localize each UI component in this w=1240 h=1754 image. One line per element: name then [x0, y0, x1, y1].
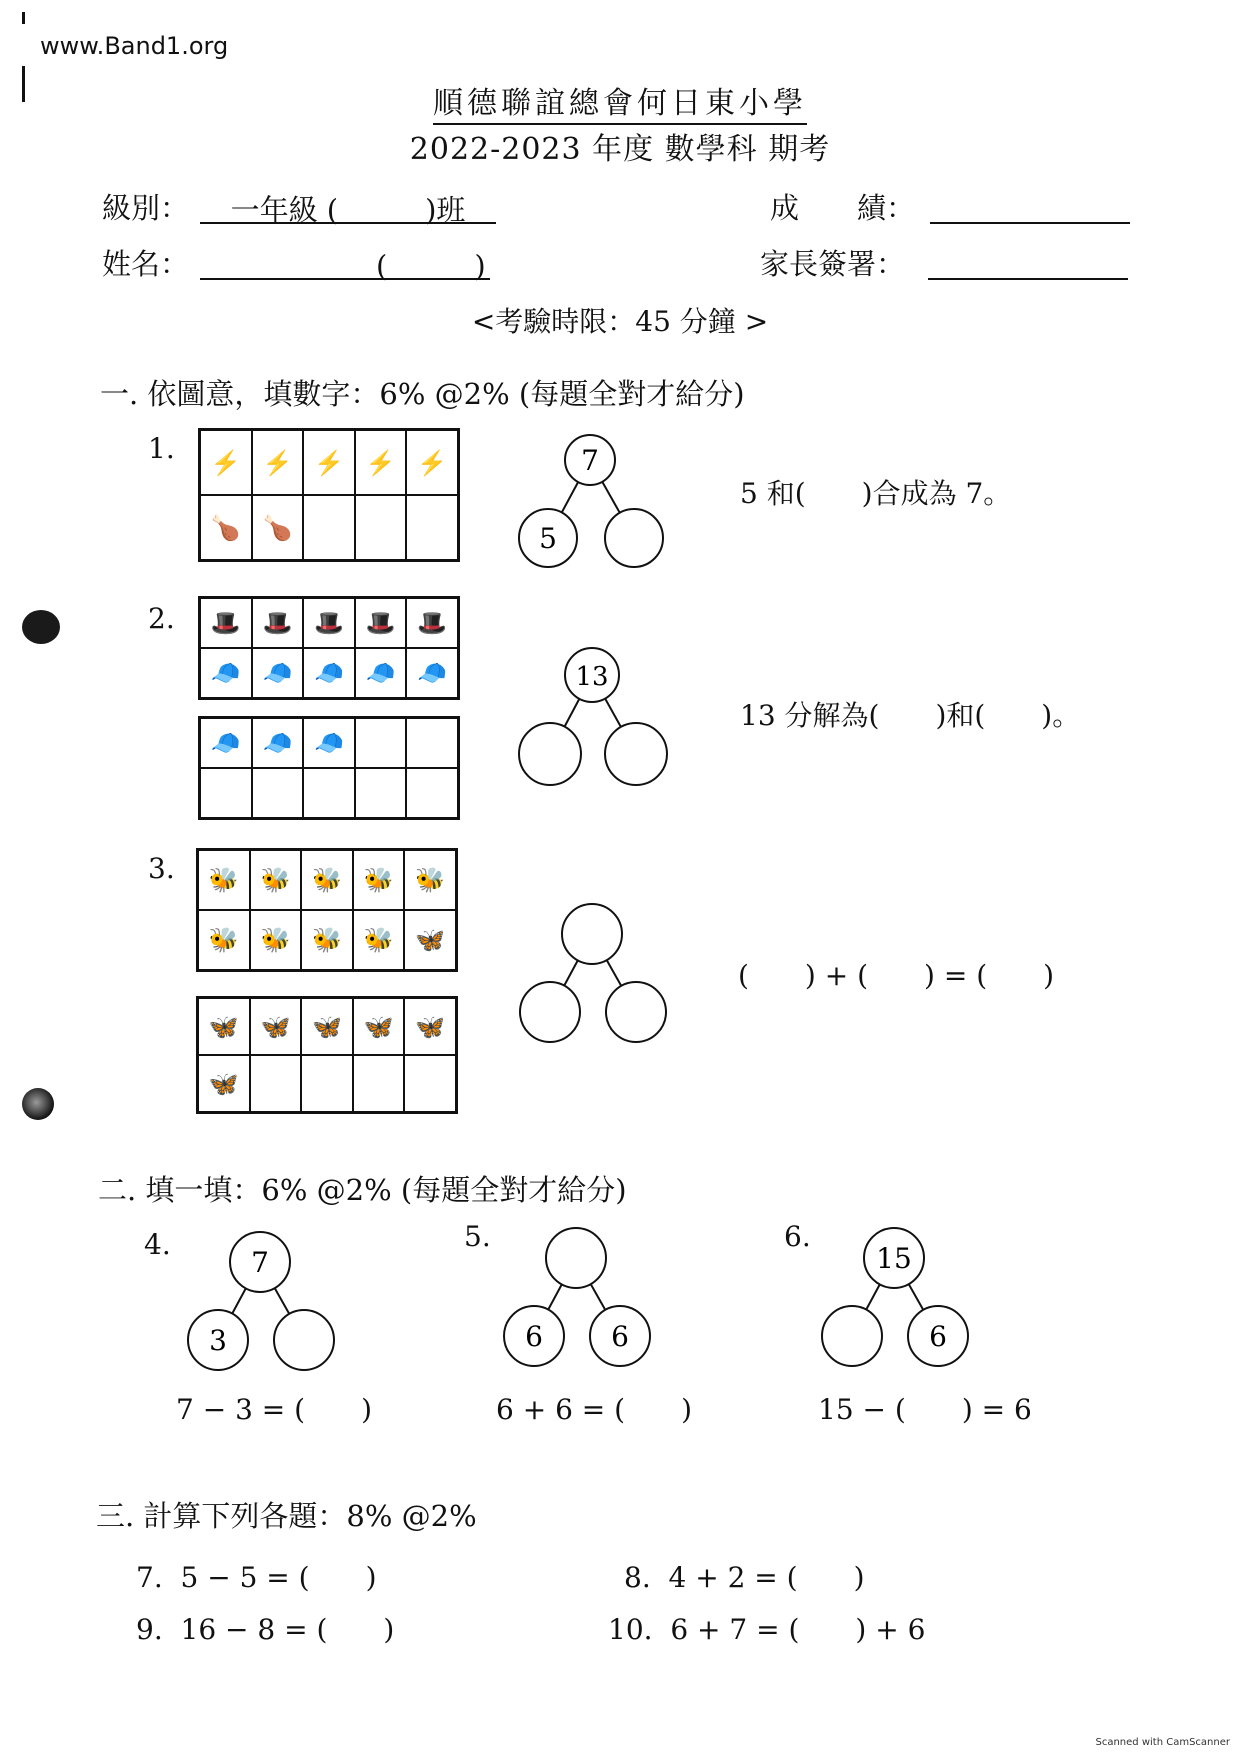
q2-number: 2.: [148, 602, 175, 635]
bond-right-circle[interactable]: [606, 982, 666, 1042]
q4-equation[interactable]: 7 − 3 = ( ): [176, 1393, 373, 1426]
cap-icon: 🧢: [355, 648, 407, 698]
q3-picture-grid-b: [196, 996, 458, 1114]
drumstick-icon: 🍗: [200, 495, 252, 560]
bond-left-circle[interactable]: [520, 982, 580, 1042]
hat-icon: 🎩: [303, 598, 355, 648]
hat-icon: 🎩: [406, 598, 458, 648]
bond-top-circle[interactable]: [562, 904, 622, 964]
q9-equation[interactable]: 9. 16 − 8 = ( ): [136, 1613, 395, 1646]
bond-right-circle[interactable]: [605, 723, 667, 785]
bond-left-circle[interactable]: [519, 723, 581, 785]
q1-number: 1.: [148, 432, 175, 465]
parent-signature-label: 家長簽署：: [760, 247, 906, 281]
school-title: 順德聯誼總會何日東小學: [0, 78, 1240, 122]
punch-hole: [22, 1088, 54, 1120]
class-label: 級別：: [102, 191, 190, 225]
q2-sentence[interactable]: 13 分解為( )和( )。: [740, 699, 1081, 732]
q3-number: 3.: [148, 852, 175, 885]
bond-right-value: 6: [929, 1320, 947, 1353]
bee-icon: 🐝: [353, 850, 405, 910]
q5-equation[interactable]: 6 + 6 = ( ): [496, 1393, 693, 1426]
bee-icon: 🐝: [198, 850, 250, 910]
q4-number: 4.: [144, 1228, 171, 1261]
section3-title: 三. 計算下列各題：8% @2%: [96, 1499, 477, 1533]
lightning-icon: ⚡: [252, 430, 304, 495]
bond-right-circle[interactable]: [274, 1310, 334, 1370]
q6-equation[interactable]: 15 − ( ) = 6: [818, 1393, 1032, 1426]
bond-left-value: 5: [539, 522, 557, 555]
bond-top-value: 15: [876, 1242, 912, 1275]
hat-icon: 🎩: [355, 598, 407, 648]
class-field[interactable]: 一年級 ( )班: [200, 188, 496, 224]
score-label: 成 績：: [770, 191, 916, 225]
cap-icon: 🧢: [252, 718, 304, 768]
class-number-paren: ( ): [376, 249, 486, 283]
bee-icon: 🐝: [250, 910, 302, 970]
q3-picture-grid-a: [196, 848, 458, 972]
q2-number-bond: [512, 642, 672, 792]
section2-title: 二. 填一填：6% @2% (每題全對才給分): [98, 1173, 627, 1207]
bee-icon: 🐝: [404, 850, 456, 910]
q6-number: 6.: [784, 1220, 811, 1253]
cap-icon: 🧢: [200, 648, 252, 698]
score-field[interactable]: [930, 188, 1130, 224]
cap-icon: 🧢: [252, 648, 304, 698]
time-limit: <考驗時限：45 分鐘 >: [471, 305, 769, 338]
watermark-url: www.Band1.org: [40, 32, 229, 60]
bee-icon: 🐝: [301, 850, 353, 910]
hat-icon: 🎩: [252, 598, 304, 648]
bond-top-circle[interactable]: [546, 1228, 606, 1288]
bond-right-value: 6: [611, 1320, 629, 1353]
cap-icon: 🧢: [200, 718, 252, 768]
bee-icon: 🐝: [198, 910, 250, 970]
name-label: 姓名：: [102, 247, 190, 281]
butterfly-icon: 🦋: [198, 1055, 250, 1112]
bond-top-value: 13: [575, 662, 609, 692]
bee-icon: 🐝: [301, 910, 353, 970]
bond-top-value: 7: [251, 1246, 269, 1279]
bond-left-circle[interactable]: [822, 1306, 882, 1366]
butterfly-icon: 🦋: [250, 998, 302, 1055]
bee-icon: 🐝: [353, 910, 405, 970]
section1-title: 一. 依圖意，填數字：6% @2% (每題全對才給分): [100, 377, 745, 411]
q3-number-bond: [512, 900, 672, 1050]
drumstick-icon: 🍗: [252, 495, 304, 560]
q2-picture-grid-b: [198, 716, 460, 820]
parent-signature-field[interactable]: [928, 244, 1128, 280]
q7-equation[interactable]: 7. 5 − 5 = ( ): [136, 1561, 377, 1594]
bond-left-value: 6: [525, 1320, 543, 1353]
butterfly-icon: 🦋: [404, 910, 456, 970]
bond-top-value: 7: [581, 444, 599, 477]
exam-title: 2022-2023 年度 數學科 期考: [409, 132, 831, 167]
cap-icon: 🧢: [303, 648, 355, 698]
q10-equation[interactable]: 10. 6 + 7 = ( ) + 6: [608, 1613, 926, 1646]
q2-picture-grid-a: [198, 596, 460, 700]
q3-equation[interactable]: ( ) + ( ) = ( ): [738, 959, 1055, 992]
scan-mark: [22, 12, 25, 24]
bond-right-circle[interactable]: [605, 509, 663, 567]
butterfly-icon: 🦋: [404, 998, 456, 1055]
q8-equation[interactable]: 8. 4 + 2 = ( ): [624, 1561, 865, 1594]
q5-number-bond: [496, 1224, 666, 1374]
q5-number: 5.: [464, 1220, 491, 1253]
name-field[interactable]: [200, 244, 490, 283]
hat-icon: 🎩: [200, 598, 252, 648]
lightning-icon: ⚡: [406, 430, 458, 495]
lightning-icon: ⚡: [355, 430, 407, 495]
butterfly-icon: 🦋: [301, 998, 353, 1055]
q6-number-bond: [814, 1224, 984, 1374]
cap-icon: 🧢: [303, 718, 355, 768]
cap-icon: 🧢: [406, 648, 458, 698]
q1-number-bond: [510, 430, 670, 570]
q1-picture-grid: [198, 428, 460, 562]
scanner-footer: Scanned with CamScanner: [1095, 1737, 1230, 1748]
butterfly-icon: 🦋: [198, 998, 250, 1055]
butterfly-icon: 🦋: [353, 998, 405, 1055]
bee-icon: 🐝: [250, 850, 302, 910]
lightning-icon: ⚡: [200, 430, 252, 495]
lightning-icon: ⚡: [303, 430, 355, 495]
q1-sentence[interactable]: 5 和( )合成為 7。: [740, 477, 1012, 510]
q4-number-bond: [180, 1228, 350, 1378]
bond-left-value: 3: [209, 1324, 227, 1357]
punch-hole: [22, 610, 60, 644]
